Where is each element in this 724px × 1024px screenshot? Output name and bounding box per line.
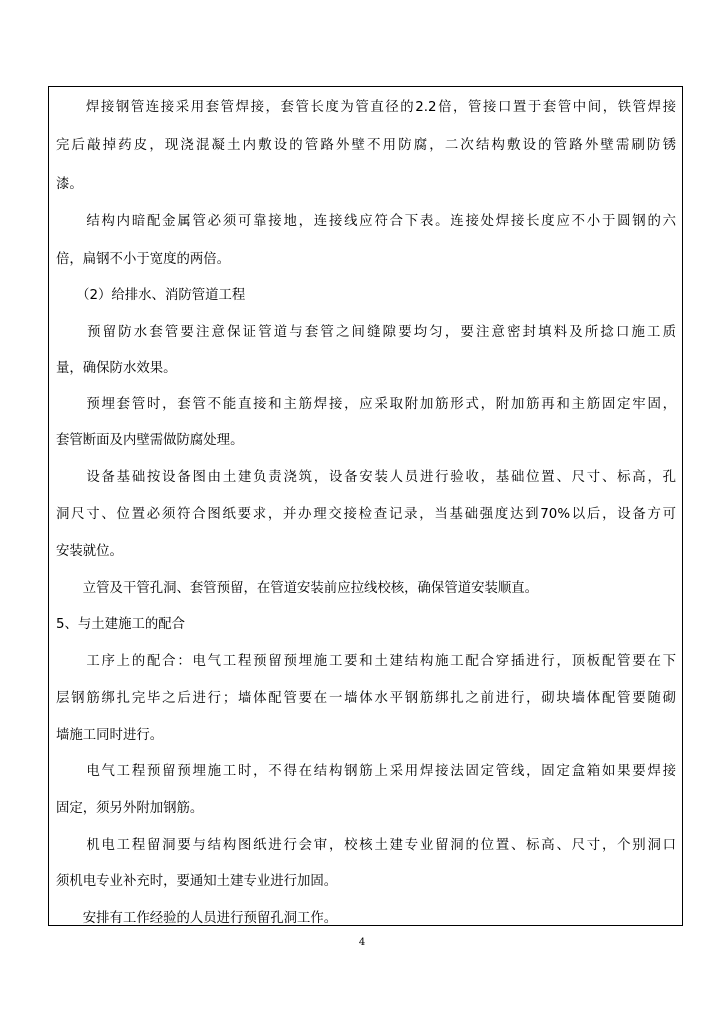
text-line: 工序上的配合：电气工程预留预埋施工要和土建结构施工配合穿插进行，顶板配管要在下 <box>56 654 676 669</box>
text-line: 结构内暗配金属管必须可靠接地，连接线应符合下表。连接处焊接长度应不小于圆钢的六 <box>56 214 676 229</box>
text-line: 机电工程留洞要与结构图纸进行会审，校核土建专业留洞的位置、标高、尺寸，个别洞口 <box>56 838 676 853</box>
text-line: 完后敲掉药皮，现浇混凝土内敷设的管路外壁不用防腐，二次结构敷设的管路外壁需刷防锈 <box>56 138 676 153</box>
page-number: 4 <box>358 937 366 948</box>
text-line: 预留防水套管要注意保证管道与套管之间缝隙要均匀，要注意密封填料及所捻口施工质 <box>56 325 676 340</box>
text-line: 墙施工同时进行。 <box>56 728 164 743</box>
text-line: 套管断面及内壁需做防腐处理。 <box>56 433 244 448</box>
text-line: 焊接钢管连接采用套管焊接，套管长度为管直径的2.2倍，管接口置于套管中间，铁管焊接 <box>56 100 676 115</box>
text-line: 立管及干管孔洞、套管预留，在管道安装前应拉线校核，确保管道安装顺直。 <box>56 581 539 596</box>
text-line: 洞尺寸、位置必须符合图纸要求，并办理交接检查记录，当基础强度达到70%以后，设备方可 <box>56 507 676 522</box>
text-line: 安装就位。 <box>56 544 123 559</box>
section-heading: 5、与土建施工的配合 <box>56 617 186 632</box>
text-line: 量，确保防水效果。 <box>56 361 177 376</box>
text-line: 倍，扁钢不小于宽度的两倍。 <box>56 252 231 267</box>
text-line: 层钢筋绑扎完毕之后进行；墙体配管要在一墙体水平钢筋绑扎之前进行，砌块墙体配管要随砌 <box>56 691 676 706</box>
content-table-cell <box>48 86 683 926</box>
text-line: 须机电专业补充时，要通知土建专业进行加固。 <box>56 874 338 889</box>
text-line: 设备基础按设备图由土建负责浇筑，设备安装人员进行验收，基础位置、尺寸、标高，孔 <box>56 470 676 485</box>
text-line: 安排有工作经验的人员进行预留孔洞工作。 <box>56 911 338 926</box>
text-line: 固定，须另外附加钢筋。 <box>56 801 204 816</box>
text-line: 电气工程预留预埋施工时，不得在结构钢筋上采用焊接法固定管线，固定盒箱如果要焊接 <box>56 764 676 779</box>
text-line: 预埋套管时，套管不能直接和主筋焊接，应采取附加筋形式，附加筋再和主筋固定牢固， <box>56 397 676 412</box>
section-heading: （2）给排水、消防管道工程 <box>56 288 246 303</box>
text-line: 漆。 <box>56 177 83 192</box>
